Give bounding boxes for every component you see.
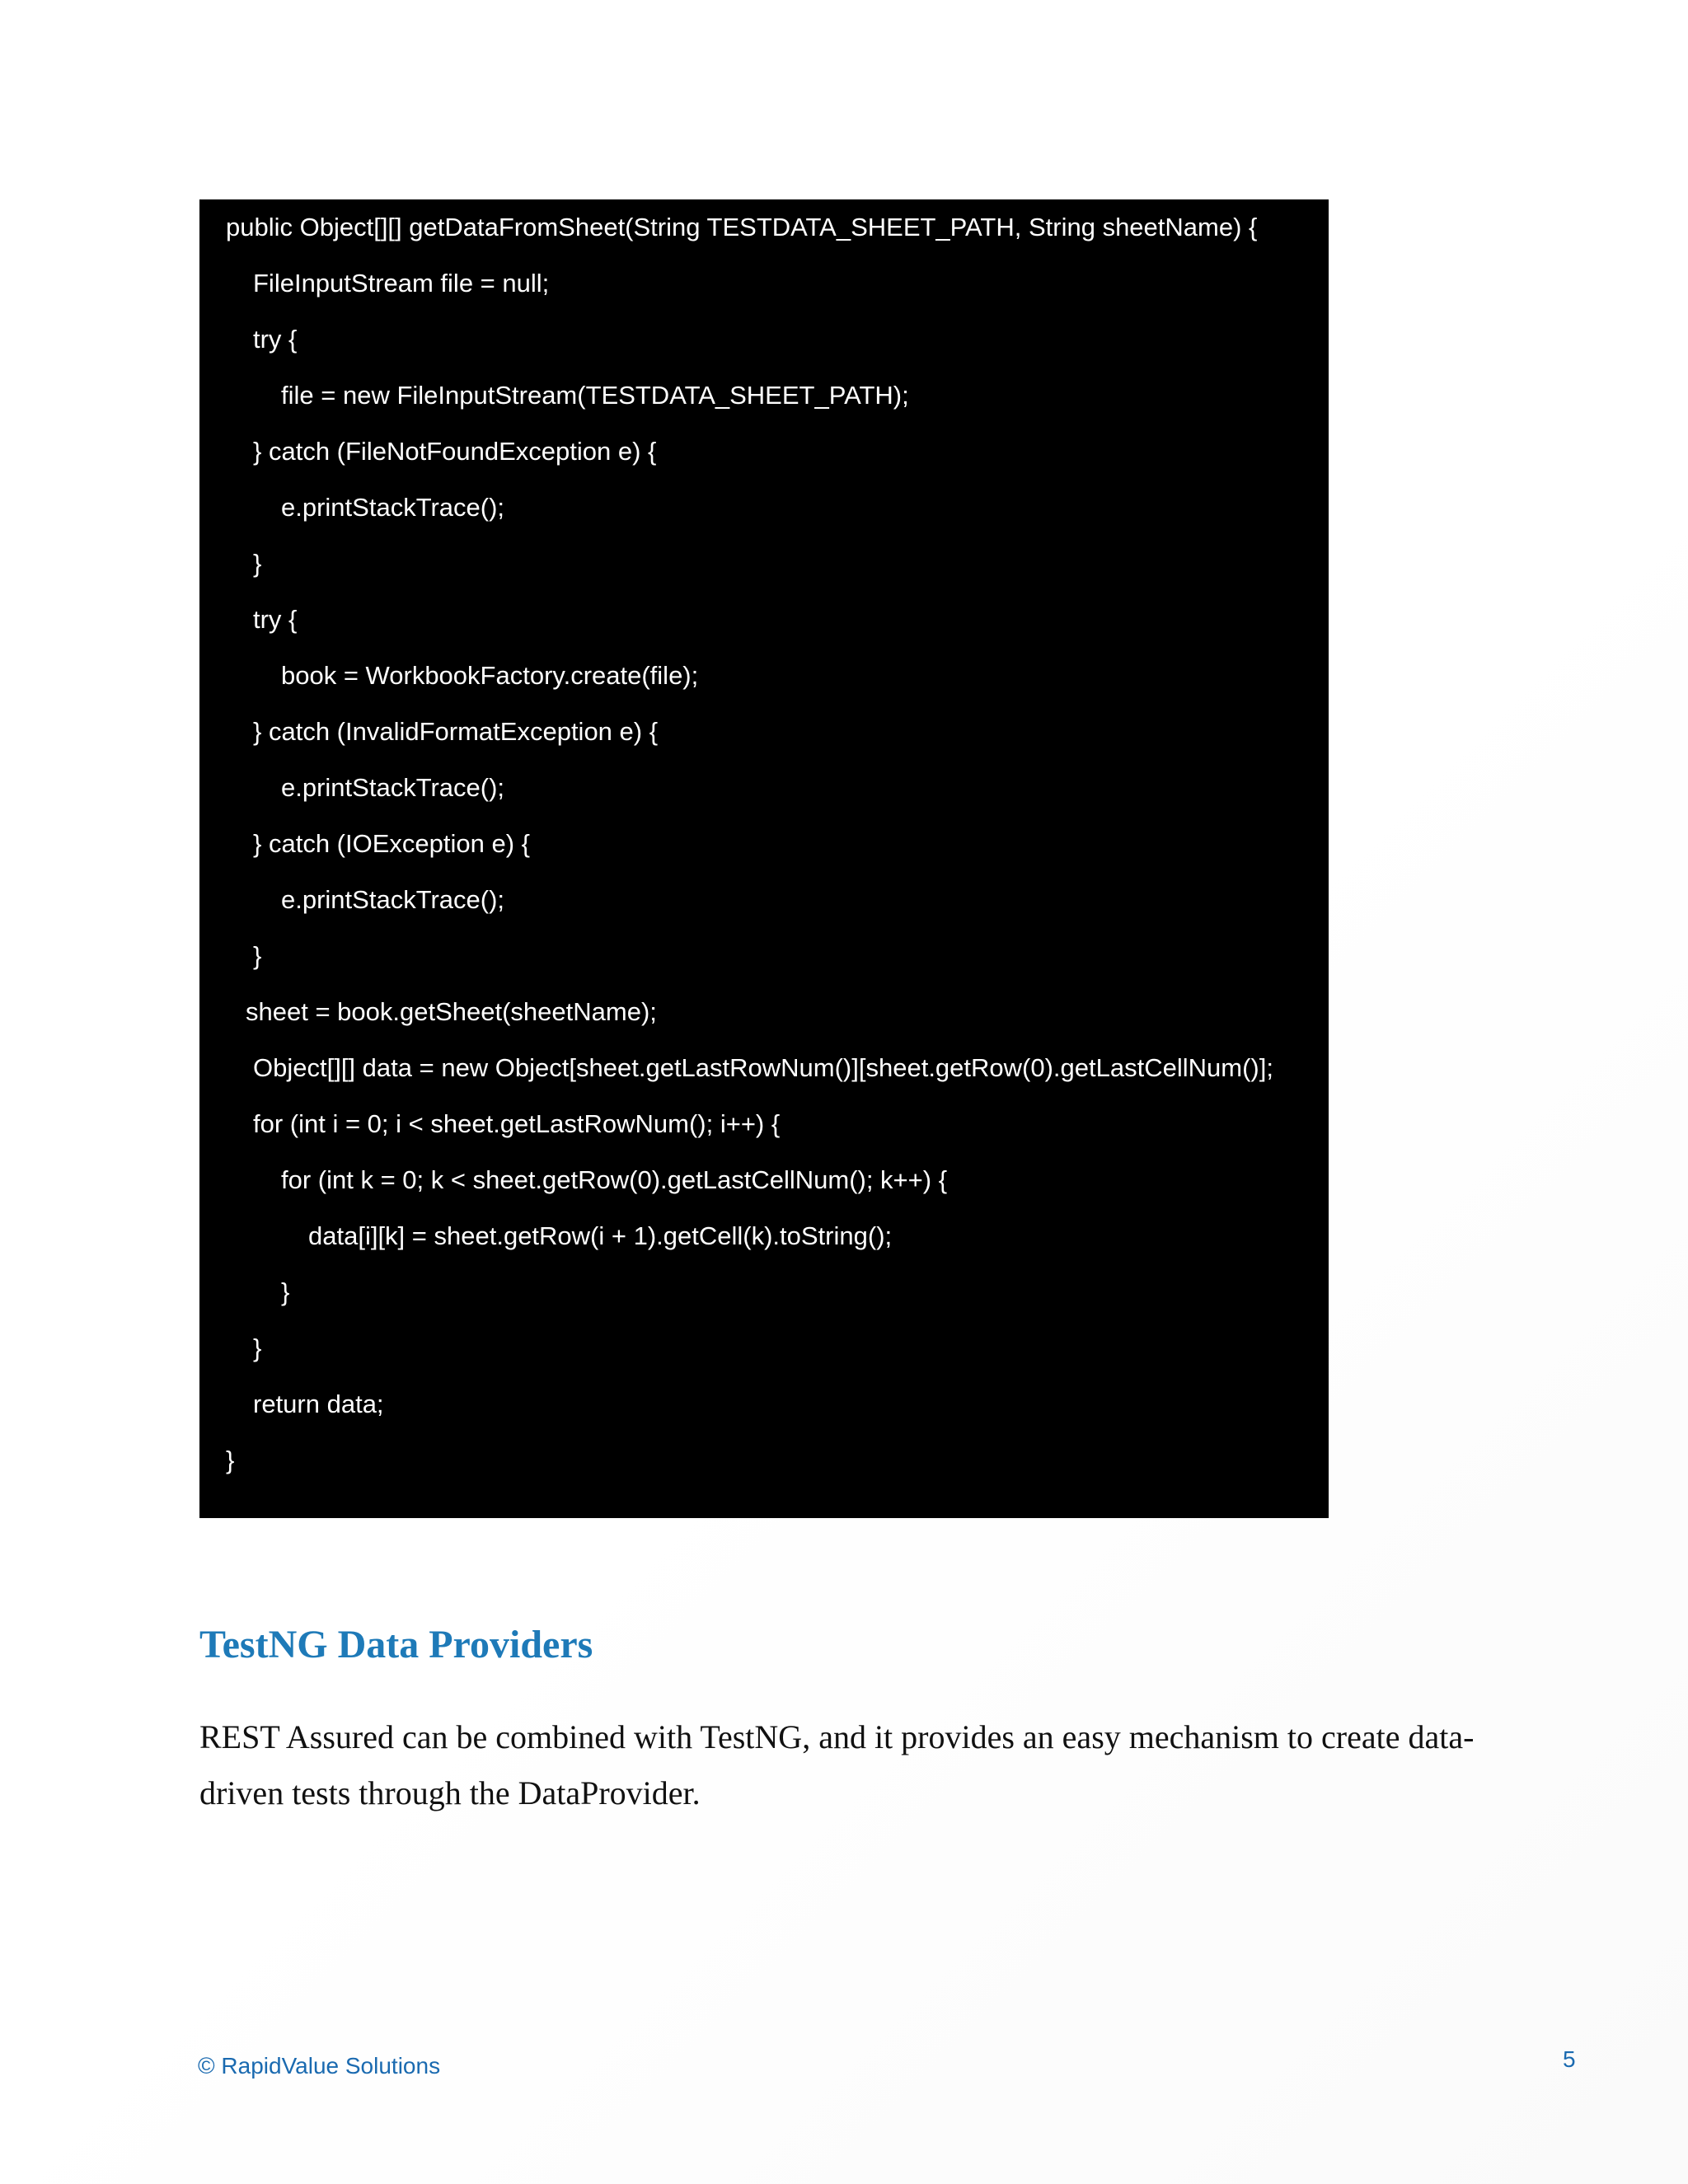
code-line: try { [253, 605, 298, 634]
code-line: } catch (IOException e) { [253, 829, 531, 858]
code-line: public Object[][] getDataFromSheet(String TESTDATA_SHEET_PATH, String sheetName) { [226, 213, 1258, 241]
code-line: sheet = book.getSheet(sheetName); [246, 997, 657, 1026]
code-line: FileInputStream file = null; [253, 269, 550, 298]
code-line: } catch (FileNotFoundException e) { [253, 437, 657, 466]
code-line: e.printStackTrace(); [281, 885, 505, 914]
code-line: } catch (InvalidFormatException e) { [253, 717, 659, 746]
code-line: try { [253, 325, 298, 354]
code-line: return data; [253, 1390, 384, 1418]
code-line: } [253, 549, 262, 578]
code-line: e.printStackTrace(); [281, 493, 505, 522]
section-paragraph: REST Assured can be combined with TestNG, and it provides an easy mechanism to create data-driven tests through the DataProvider. [199, 1718, 1475, 1811]
code-line: } [253, 941, 262, 970]
code-line: } [253, 1333, 262, 1362]
code-line: } [281, 1277, 290, 1306]
code-line: file = new FileInputStream(TESTDATA_SHEET_PATH); [281, 381, 909, 410]
code-line: e.printStackTrace(); [281, 773, 505, 802]
code-line: } [226, 1446, 235, 1474]
code-line: Object[][] data = new Object[sheet.getLastRowNum()][sheet.getRow(0).getLastCellNum()]; [253, 1053, 1273, 1082]
code-line: book = WorkbookFactory.create(file); [281, 661, 699, 690]
code-line: for (int k = 0; k < sheet.getRow(0).getLastCellNum(); k++) { [281, 1165, 948, 1194]
section-heading: TestNG Data Providers [199, 1623, 593, 1666]
code-line: data[i][k] = sheet.getRow(i + 1).getCell(k).toString(); [308, 1221, 893, 1250]
page-number: 5 [1563, 2046, 1576, 2072]
code-block [199, 199, 1329, 1518]
code-line: for (int i = 0; i < sheet.getLastRowNum(); i++) { [253, 1109, 781, 1138]
footer-copyright: © RapidValue Solutions [198, 2053, 441, 2079]
